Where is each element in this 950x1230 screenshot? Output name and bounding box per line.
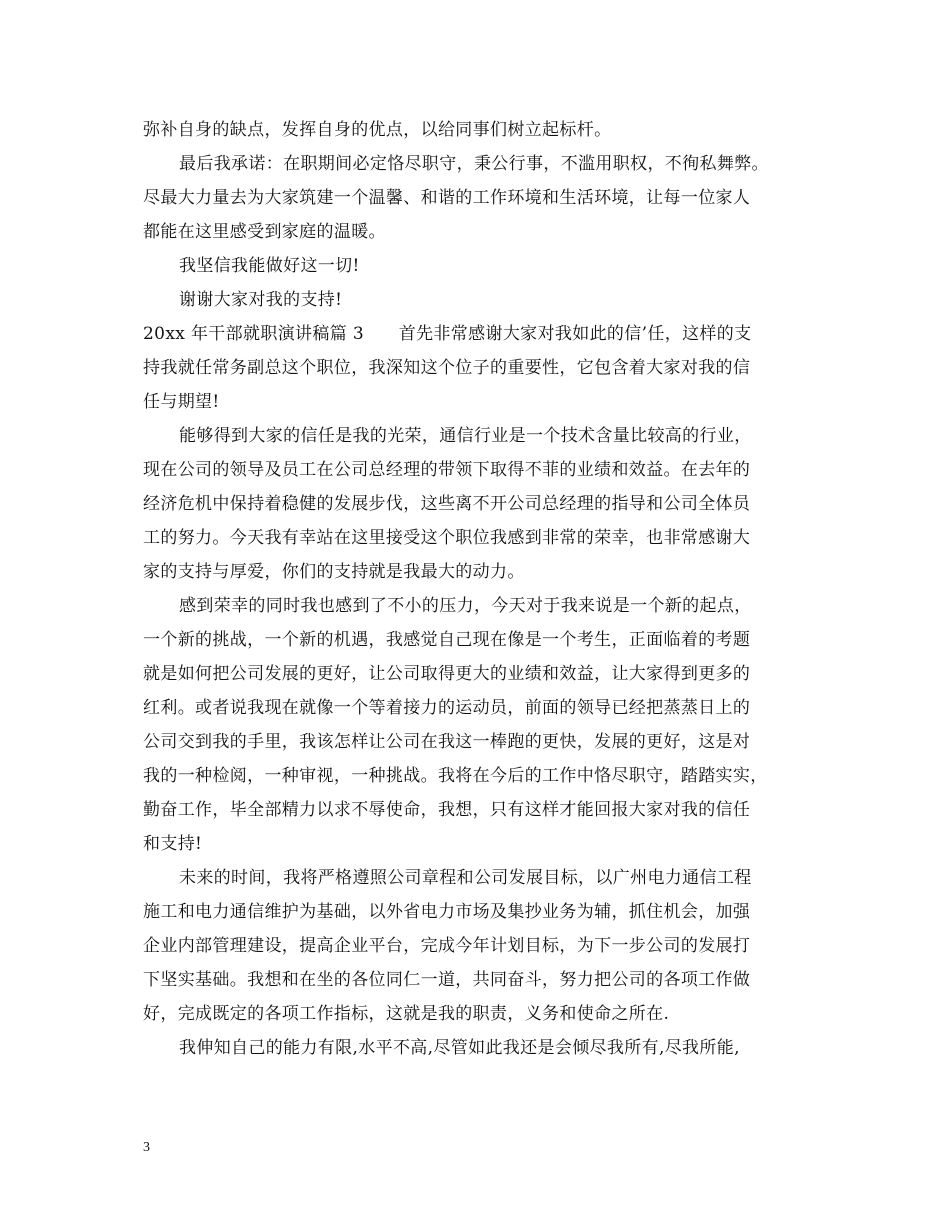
- text-line-1: 弥补自身的缺点，发挥自身的优点，以给同事们树立起标杆。: [143, 120, 612, 140]
- text-line-3: 尽最大力量去为大家筑建一个温馨、和谐的工作环境和生活环境，让每一位家人: [143, 188, 751, 208]
- text-line-27: 好，完成既定的各项工作指标，这就是我的职责，义务和使命之所在.: [143, 1004, 670, 1024]
- page-number: 3: [143, 1140, 150, 1155]
- text-line-28: 我伸知自己的能力有限,水平不高,尽管如此我还是会倾尽我所有,尽我所能,: [179, 1038, 740, 1058]
- text-line-20: 我的一种检阅，一种审视，一种挑战。我将在今后的工作中恪尽职守，踏踏实实，: [143, 766, 768, 786]
- text-line-26: 下坚实基础。我想和在坐的各位同仁一道，共同奋斗，努力把公司的各项工作做: [143, 970, 751, 990]
- text-line-25: 企业内部管理建设，提高企业平台，完成今年计划目标，为下一步公司的发展打: [143, 936, 751, 956]
- text-line-5: 我坚信我能做好这一切!: [179, 256, 360, 276]
- text-line-21: 勤奋工作，毕全部精力以求不辱使命，我想，只有这样才能回报大家对我的信任: [143, 800, 751, 820]
- text-line-23: 未来的时间，我将严格遵照公司章程和公司发展目标，以广州电力通信工程: [179, 868, 752, 888]
- text-line-8: 持我就任常务副总这个职位，我深知这个位子的重要性，它包含着大家对我的信: [143, 358, 751, 378]
- text-line-11: 现在公司的领导及员工在公司总经理的带领下取得不菲的业绩和效益。在去年的: [143, 460, 751, 480]
- text-line-15: 感到荣幸的同时我也感到了不小的压力，今天对于我来说是一个新的起点，: [179, 596, 752, 616]
- text-line-19: 公司交到我的手里，我该怎样让公司在我这一棒跑的更快，发展的更好，这是对: [143, 732, 751, 752]
- text-line-14: 家的支持与厚爱，你们的支持就是我最大的动力。: [143, 562, 525, 582]
- text-line-2: 最后我承诺：在职期间必定恪尽职守，秉公行事，不滥用职权，不徇私舞弊。: [179, 154, 769, 174]
- text-line-16: 一个新的挑战，一个新的机遇，我感觉自己现在像是一个考生，正面临着的考题: [143, 630, 751, 650]
- text-line-24: 施工和电力通信维护为基础，以外省电力市场及集抄业务为辅，抓住机会，加强: [143, 902, 751, 922]
- text-line-4: 都能在这里感受到家庭的温暖。: [143, 222, 386, 242]
- text-line-12: 经济危机中保持着稳健的发展步伐，这些离不开公司总经理的指导和公司全体员: [143, 494, 751, 514]
- text-line-9: 任与期望!: [143, 392, 220, 412]
- text-line-17: 就是如何把公司发展的更好，让公司取得更大的业绩和效益，让大家得到更多的: [143, 664, 751, 684]
- text-line-10: 能够得到大家的信任是我的光荣，通信行业是一个技术含量比较高的行业，: [179, 426, 752, 446]
- text-line-18: 红利。或者说我现在就像一个等着接力的运动员，前面的领导已经把蒸蒸日上的: [143, 698, 751, 718]
- text-line-13: 工的努力。今天我有幸站在这里接受这个职位我感到非常的荣幸，也非常感谢大: [143, 528, 751, 548]
- text-line-7: 20xx 年干部就职演讲稿篇 3 首先非常感谢大家对我如此的信’任，这样的支: [143, 324, 752, 344]
- text-line-6: 谢谢大家对我的支持!: [179, 290, 343, 310]
- text-line-22: 和支持!: [143, 834, 203, 854]
